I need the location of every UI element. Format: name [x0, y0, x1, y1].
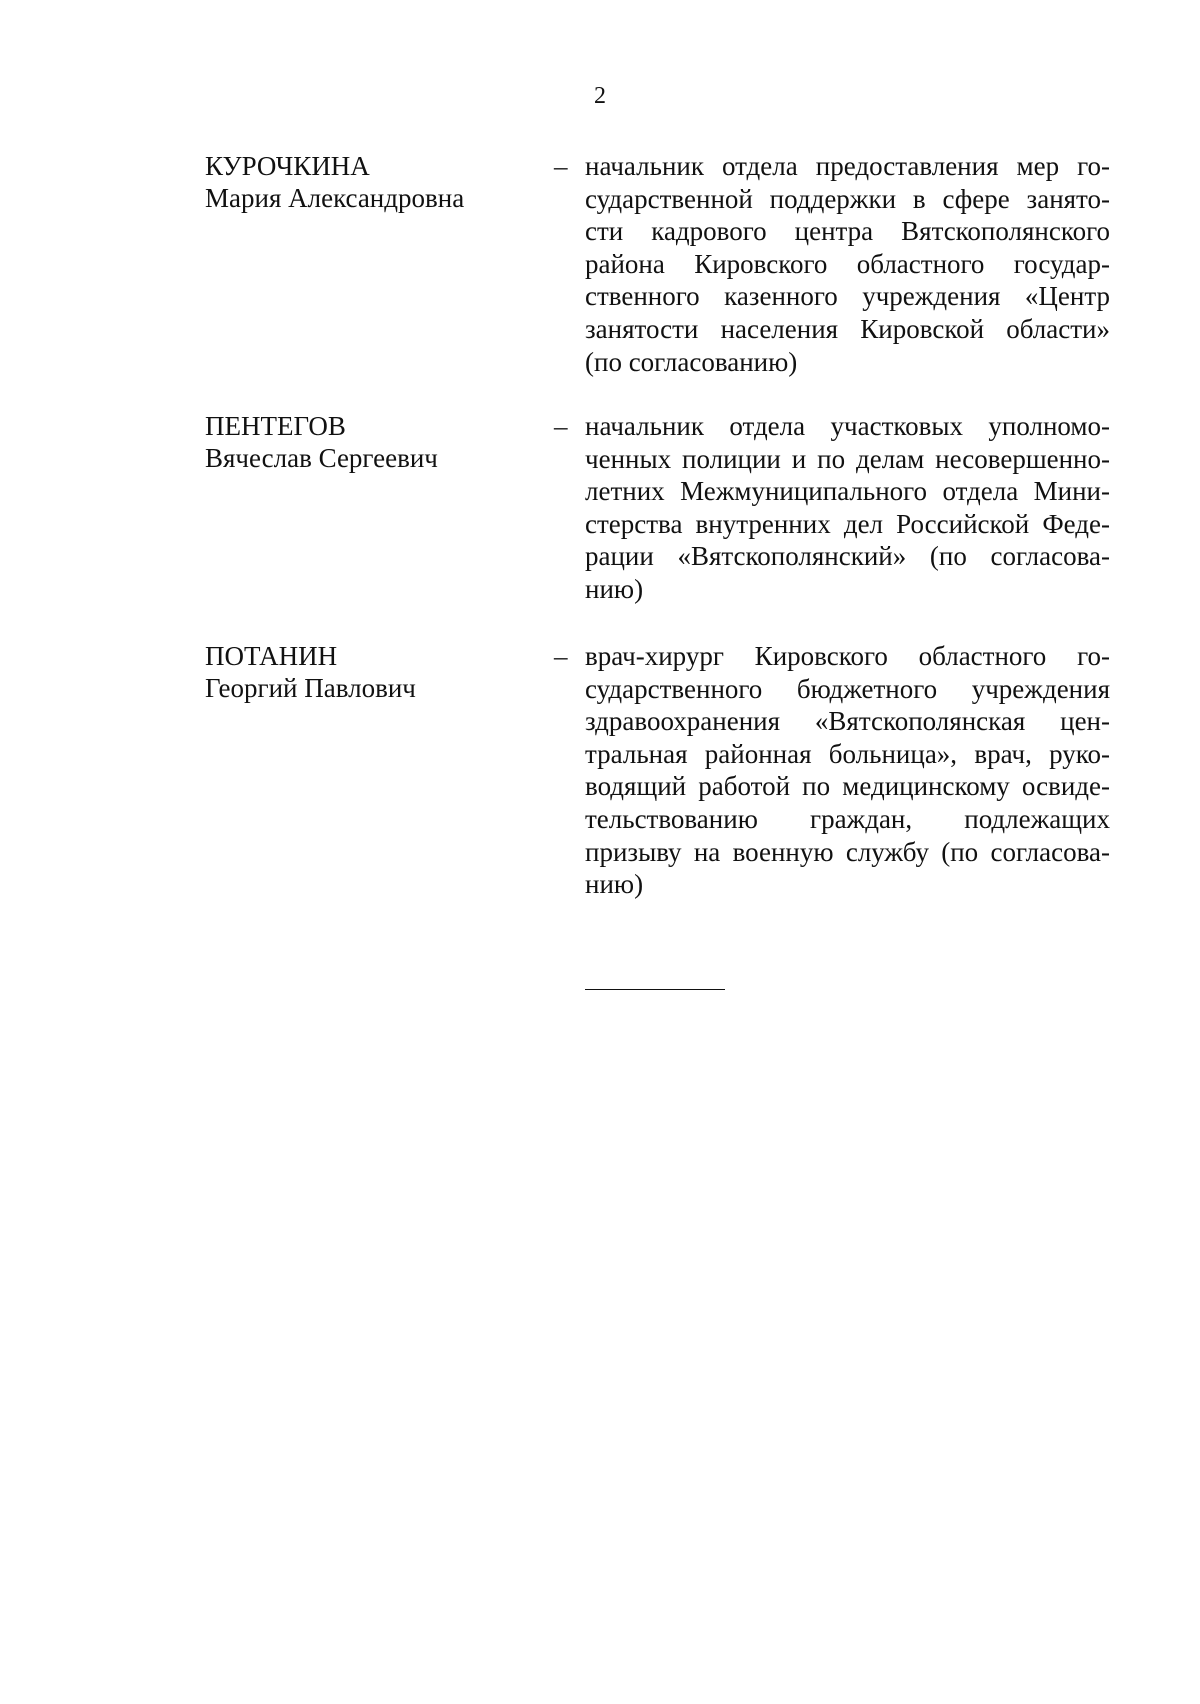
- page-number: 2: [594, 83, 606, 109]
- member-surname: ПОТАНИН: [205, 641, 338, 671]
- closing-rule: [585, 989, 725, 990]
- description-line: нию): [585, 573, 644, 604]
- description-line: начальник отдела предоставления мер го-: [585, 151, 1110, 181]
- description-line: сударственной поддержки в сфере занято-: [585, 183, 1110, 214]
- member-surname: ПЕНТЕГОВ: [205, 411, 346, 441]
- description-line: стерства внутренних дел Российской Феде-: [585, 508, 1110, 539]
- description-line: начальник отдела участковых уполномо-: [585, 411, 1110, 441]
- description-line: ственного казенного учреждения «Центр: [585, 281, 1110, 312]
- description-line: занятости населения Кировской области»: [585, 313, 1110, 344]
- list-dash: –: [554, 641, 568, 671]
- description-line: тельствованию граждан, подлежащих: [585, 803, 1110, 834]
- member-given-names: Мария Александровна: [205, 183, 465, 213]
- description-line: (по согласованию): [585, 346, 798, 377]
- member-given-names: Георгий Павлович: [205, 673, 416, 703]
- description-line: врач-хирург Кировского областного го-: [585, 641, 1110, 671]
- description-line: нию): [585, 869, 644, 900]
- description-line: здравоохранения «Вятскополянская цен-: [585, 706, 1110, 737]
- list-dash: –: [554, 151, 568, 181]
- member-name: [205, 410, 525, 474]
- member-position-description: [585, 150, 1110, 378]
- member-position-description: [585, 640, 1110, 901]
- member-name: [205, 640, 525, 704]
- description-line: сти кадрового центра Вятскополянского: [585, 216, 1110, 247]
- list-dash: –: [554, 411, 568, 441]
- description-line: летних Межмуниципального отдела Мини-: [585, 476, 1110, 507]
- description-line: водящий работой по медицинскому освиде-: [585, 771, 1110, 802]
- member-surname: КУРОЧКИНА: [205, 151, 370, 181]
- member-given-names: Вячеслав Сергеевич: [205, 443, 438, 473]
- description-line: тральная районная больница», врач, руко-: [585, 738, 1110, 769]
- member-name: [205, 150, 525, 214]
- description-line: призыву на военную службу (по согласова-: [585, 836, 1110, 867]
- description-line: района Кировского областного государ-: [585, 248, 1110, 279]
- description-line: ченных полиции и по делам несовершенно-: [585, 443, 1110, 474]
- description-line: рации «Вятскополянский» (по согласова-: [585, 541, 1110, 572]
- member-position-description: [585, 410, 1110, 606]
- description-line: сударственного бюджетного учреждения: [585, 673, 1110, 704]
